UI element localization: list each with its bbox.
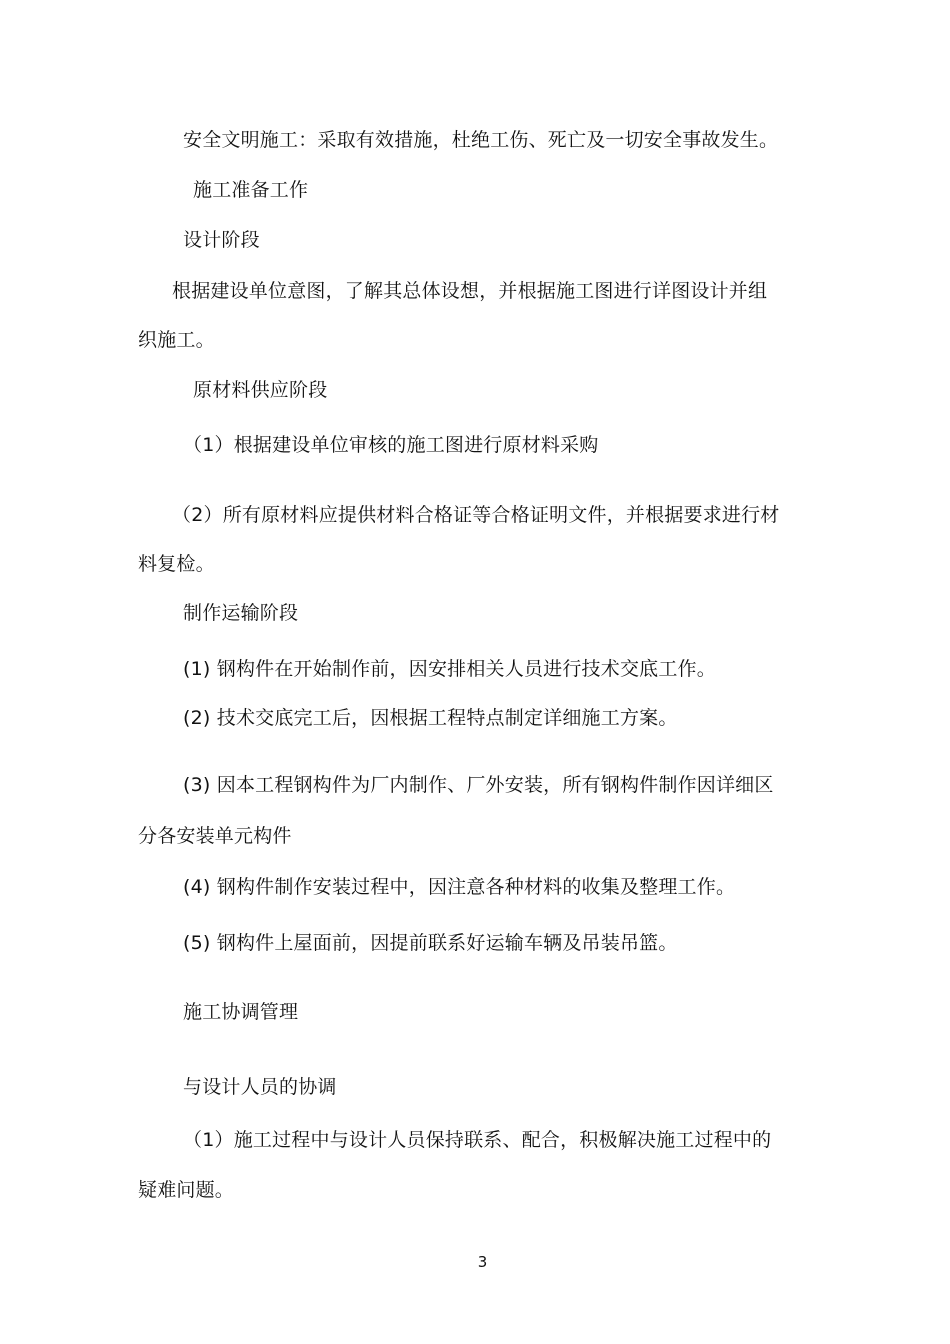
text-line: 根据建设单位意图，了解其总体设想，并根据施工图进行详图设计并组 [172, 280, 768, 302]
text-line: 疑难问题。 [138, 1179, 235, 1201]
list-item: （2）所有原材料应提供材料合格证等合格证明文件，并根据要求进行材 [172, 504, 780, 526]
list-item: (2) 技术交底完工后，因根据工程特点制定详细施工方案。 [183, 707, 678, 729]
list-item: (1) 钢构件在开始制作前，因安排相关人员进行技术交底工作。 [183, 658, 716, 680]
section-heading: 原材料供应阶段 [193, 379, 328, 401]
section-heading: 设计阶段 [183, 229, 260, 251]
text-line: 织施工。 [138, 329, 215, 351]
page-number: 3 [477, 1253, 488, 1271]
list-item: (3) 因本工程钢构件为厂内制作、厂外安装，所有钢构件制作因详细区 [183, 774, 774, 796]
text-line: 料复检。 [138, 553, 215, 575]
list-item: (5) 钢构件上屋面前，因提前联系好运输车辆及吊装吊篮。 [183, 932, 678, 954]
list-item: (4) 钢构件制作安装过程中，因注意各种材料的收集及整理工作。 [183, 876, 736, 898]
list-item: （1）根据建设单位审核的施工图进行原材料采购 [183, 434, 599, 456]
text-line: 分各安装单元构件 [138, 825, 292, 847]
list-item: （1）施工过程中与设计人员保持联系、配合，积极解决施工过程中的 [183, 1129, 772, 1151]
text-line: 安全文明施工：采取有效措施，杜绝工伤、死亡及一切安全事故发生。 [183, 129, 779, 151]
section-heading: 制作运输阶段 [183, 602, 299, 624]
section-heading: 施工准备工作 [193, 179, 309, 201]
section-heading: 施工协调管理 [183, 1001, 299, 1023]
section-heading: 与设计人员的协调 [183, 1076, 337, 1098]
